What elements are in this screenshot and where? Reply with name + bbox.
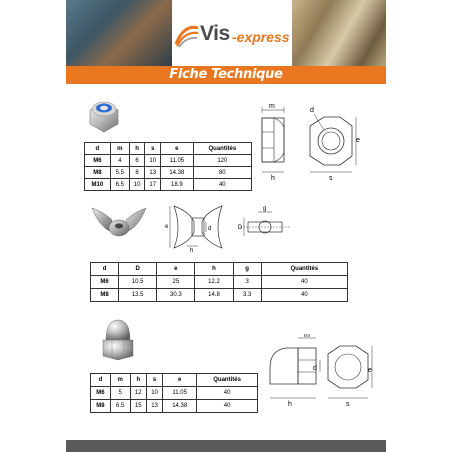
table-cell: 14.8 (195, 289, 233, 302)
table-cell: 11.05 (163, 387, 197, 400)
col-s: s (145, 143, 161, 155)
table-cell: 11.05 (161, 155, 194, 167)
dim-label-h: h (288, 401, 292, 408)
table-cell: 13 (146, 400, 162, 413)
page-title: Fiche Technique (169, 67, 283, 82)
table-cell: 17 (145, 179, 161, 191)
table-cell: 120 (193, 155, 251, 167)
col-big-d: D (119, 263, 157, 276)
dim-label-e: e (368, 367, 372, 374)
table-row (91, 400, 258, 413)
dim-label-s: s (346, 401, 350, 408)
nylon-lock-nut-image (84, 94, 124, 136)
table-cell: M8 (91, 400, 111, 413)
table-cell: M6 (91, 276, 119, 289)
table-cell: M8 (91, 289, 119, 302)
col-e: e (161, 143, 194, 155)
col-quantites: Quantités (193, 143, 251, 155)
lock-nut-diagram (252, 100, 362, 182)
header-photo-screws (292, 0, 386, 66)
col-quantites: Quantités (261, 263, 347, 276)
dim-label-big-d: D (238, 225, 243, 231)
table-cell: 40 (197, 387, 258, 400)
dim-label-e: e (356, 137, 360, 144)
table-row (91, 289, 348, 302)
col-s: s (146, 374, 162, 387)
table-cell: 4 (110, 155, 129, 167)
table-cell: 13 (145, 167, 161, 179)
table-cell: 10 (145, 155, 161, 167)
col-e: e (157, 263, 195, 276)
cap-nut-diagram (268, 334, 378, 410)
lock-nut-table (84, 142, 252, 191)
col-m: m (110, 143, 129, 155)
table-cell: 14.38 (161, 167, 194, 179)
dim-label-m: m (304, 334, 310, 339)
table-cell: 8 (129, 167, 145, 179)
table-cell: 12.2 (195, 276, 233, 289)
table-cell: M10 (85, 179, 111, 191)
table-cell: M8 (85, 167, 111, 179)
brand-name: Vis (200, 22, 230, 45)
wing-nut-image (88, 202, 150, 240)
col-h: h (129, 143, 145, 155)
table-cell: 30.3 (157, 289, 195, 302)
cap-nut-table (90, 373, 258, 413)
table-cell: 18.9 (161, 179, 194, 191)
table-row (85, 167, 252, 179)
table-cell: 15 (130, 400, 146, 413)
cap-nut-image (98, 316, 138, 362)
table-cell: 3 (233, 276, 261, 289)
dim-label-h: h (190, 248, 194, 254)
brand-logo-icon (174, 22, 200, 48)
brand-suffix: -express (232, 29, 290, 45)
col-e: e (163, 374, 197, 387)
table-cell: 40 (197, 400, 258, 413)
table-row (91, 276, 348, 289)
table-cell: 12 (130, 387, 146, 400)
dim-label-s: s (329, 175, 333, 182)
table-header-row (85, 143, 252, 155)
table-cell: M6 (91, 387, 111, 400)
wing-nut-diagram (160, 198, 300, 254)
table-cell: 40 (193, 179, 251, 191)
col-d: d (85, 143, 111, 155)
footer-bar (66, 440, 386, 452)
col-d: d (91, 263, 119, 276)
col-h: h (195, 263, 233, 276)
col-quantites: Quantités (197, 374, 258, 387)
col-h: h (130, 374, 146, 387)
table-cell: 5 (110, 387, 130, 400)
table-cell: 40 (261, 276, 347, 289)
table-cell: 25 (157, 276, 195, 289)
wing-nut-table (90, 262, 348, 302)
table-cell: 6.5 (110, 179, 129, 191)
table-cell: 40 (261, 289, 347, 302)
table-cell: 6.5 (110, 400, 130, 413)
dim-label-e: e (165, 224, 169, 230)
dim-label-d: d (208, 226, 212, 232)
table-cell: 10.5 (119, 276, 157, 289)
dim-label-h: h (271, 175, 275, 182)
col-d: d (91, 374, 111, 387)
col-m: m (110, 374, 130, 387)
dim-label-d: d (313, 365, 317, 372)
table-cell: 80 (193, 167, 251, 179)
dim-label-d: d (310, 107, 314, 114)
table-row (85, 179, 252, 191)
table-cell: 14.38 (163, 400, 197, 413)
table-row (91, 387, 258, 400)
table-header-row (91, 263, 348, 276)
table-cell: 10 (146, 387, 162, 400)
table-cell: 3.3 (233, 289, 261, 302)
table-cell: 10 (129, 179, 145, 191)
dim-label-m: m (269, 103, 275, 110)
table-row (85, 155, 252, 167)
table-header-row (91, 374, 258, 387)
header-photo-workbench (66, 0, 172, 66)
col-g: g (233, 263, 261, 276)
dim-label-g: g (263, 206, 267, 212)
table-cell: 6 (129, 155, 145, 167)
table-cell: M6 (85, 155, 111, 167)
table-cell: 5.5 (110, 167, 129, 179)
table-cell: 13.5 (119, 289, 157, 302)
